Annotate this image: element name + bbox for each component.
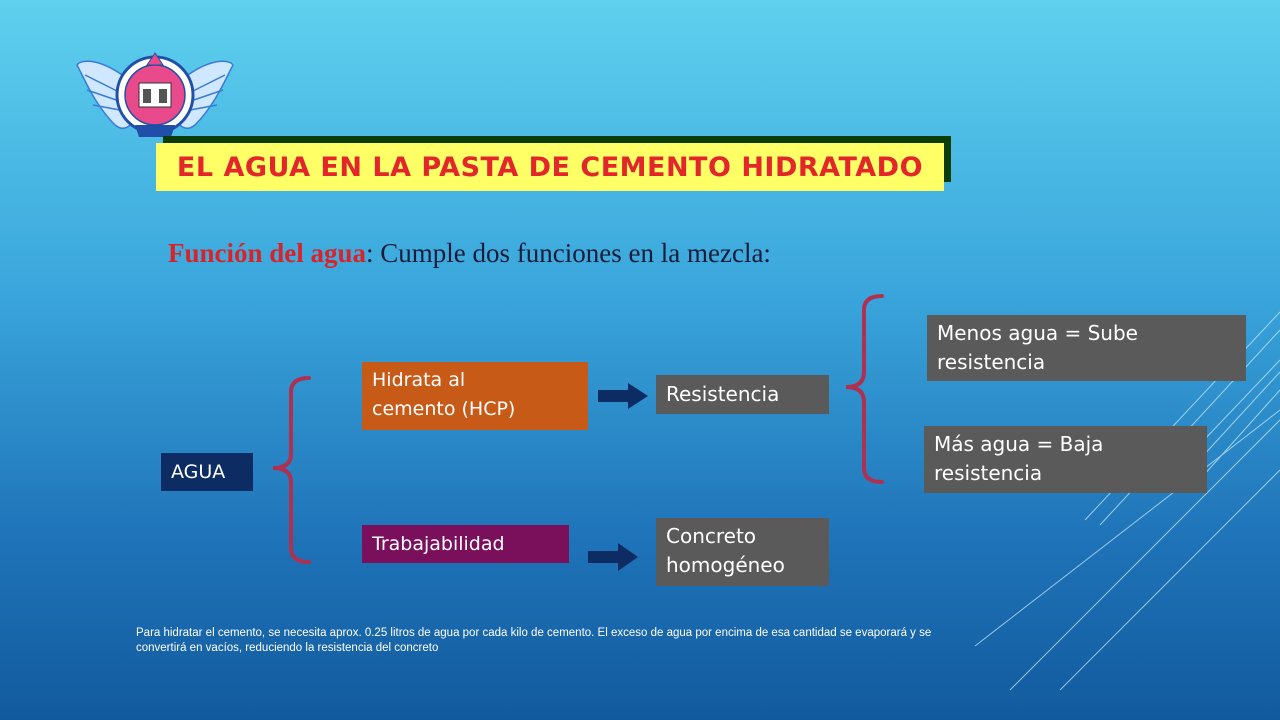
subtitle-label: Función del agua [168,238,367,268]
agua-node [161,453,253,491]
mas-agua-node [924,426,1207,493]
slide-title: EL AGUA EN LA PASTA DE CEMENTO HIDRATADO [176,151,924,183]
slide-title-box [156,143,944,191]
footnote-line2: convertirá en vacíos, reduciendo la resistencia del concreto [136,642,439,654]
agua-bracket [273,378,309,562]
hidrata-node [362,362,588,430]
resistencia-label: Resistencia [666,382,780,406]
menos-agua-line1: Menos agua = Sube [937,321,1138,345]
concreto-homogeneo-node [656,518,829,586]
slide-subtitle [168,238,771,269]
footnote [136,626,1176,656]
menos-agua-node [927,315,1246,381]
resistencia-node [656,375,829,414]
concreto-label-line2: homogéneo [666,553,785,577]
resistencia-bracket [846,296,882,482]
hidrata-label-line1: Hidrata al [372,369,466,391]
concreto-label-line1: Concreto [666,524,757,548]
trabajabilidad-node [362,525,569,563]
agua-label: AGUA [171,460,226,483]
hidrata-label-line2: cemento (HCP) [372,398,516,420]
trabajabilidad-label: Trabajabilidad [372,532,505,555]
mas-agua-line1: Más agua = Baja [934,432,1104,456]
university-seal-logo [77,53,233,137]
mas-agua-line2: resistencia [934,461,1043,485]
subtitle-rest: : Cumple dos funciones en la mezcla: [366,238,771,268]
menos-agua-line2: resistencia [937,350,1046,374]
arrow-right-icon [588,543,638,571]
footnote-line1: Para hidratar el cemento, se necesita aprox. 0.25 litros de agua por cada kilo de cemento. El exceso de agua por encima de esa cantidad se evaporará y se [136,627,932,639]
arrow-right-icon [598,383,648,409]
